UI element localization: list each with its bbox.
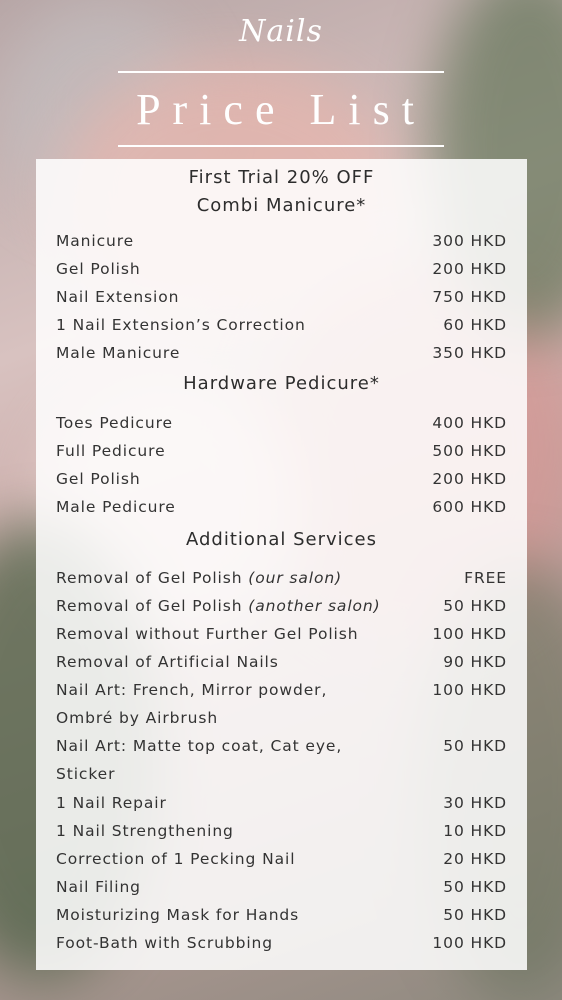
price-row xyxy=(56,817,507,845)
service-name: Nail Art: French, Mirror powder, Ombré by Airbrush xyxy=(56,681,328,727)
service-price: 400 HKD xyxy=(432,414,507,432)
service-name: Nail Filing xyxy=(56,878,141,896)
promo-heading: First Trial 20% OFF xyxy=(188,167,375,188)
price-row xyxy=(56,437,507,465)
price-card xyxy=(36,159,527,970)
service-price: 100 HKD xyxy=(432,625,507,643)
service-name xyxy=(56,592,381,620)
service-note: (another salon) xyxy=(248,597,381,615)
price-row xyxy=(56,227,507,255)
price-row xyxy=(56,845,507,873)
service-price: 50 HKD xyxy=(443,737,507,755)
price-row xyxy=(56,901,507,929)
service-name: Nail Extension xyxy=(56,288,180,306)
service-name: Manicure xyxy=(56,232,135,250)
service-name: Male Manicure xyxy=(56,344,181,362)
service-price: 350 HKD xyxy=(432,344,507,362)
service-name-text: Removal of Gel Polish xyxy=(56,597,243,615)
section-title-combi: Combi Manicure* xyxy=(196,195,367,216)
price-row xyxy=(56,493,507,521)
price-row xyxy=(56,465,507,493)
price-list xyxy=(56,159,507,970)
service-price: 50 HKD xyxy=(443,878,507,896)
service-price: 90 HKD xyxy=(443,653,507,671)
service-price: 50 HKD xyxy=(443,597,507,615)
service-price: 20 HKD xyxy=(443,850,507,868)
service-name: Gel Polish xyxy=(56,470,141,488)
price-row xyxy=(56,789,507,817)
price-row xyxy=(56,255,507,283)
service-price: 300 HKD xyxy=(432,232,507,250)
service-name: Foot-Bath with Scrubbing xyxy=(56,934,274,952)
service-name: Removal without Further Gel Polish xyxy=(56,625,359,643)
price-row xyxy=(56,409,507,437)
price-row xyxy=(56,648,507,676)
service-price: FREE xyxy=(464,569,507,587)
service-price: 50 HKD xyxy=(443,906,507,924)
script-title: Nails xyxy=(239,14,323,49)
page-title: Price List xyxy=(136,85,426,134)
price-row xyxy=(56,873,507,901)
service-price: 500 HKD xyxy=(432,442,507,460)
service-name: Full Pedicure xyxy=(56,442,166,460)
service-name-text: Removal of Gel Polish xyxy=(56,569,243,587)
price-row xyxy=(56,732,507,788)
service-name: Male Pedicure xyxy=(56,498,176,516)
service-price: 100 HKD xyxy=(432,681,507,699)
service-name: Removal of Artificial Nails xyxy=(56,653,279,671)
service-name: 1 Nail Extension’s Correction xyxy=(56,316,306,334)
price-row xyxy=(56,620,507,648)
price-row xyxy=(56,564,507,592)
service-name xyxy=(56,564,342,592)
price-row xyxy=(56,929,507,957)
service-price: 30 HKD xyxy=(443,794,507,812)
price-row xyxy=(56,283,507,311)
price-row xyxy=(56,339,507,367)
section-title-additional: Additional Services xyxy=(186,529,377,550)
service-price: 10 HKD xyxy=(443,822,507,840)
service-price: 200 HKD xyxy=(432,470,507,488)
service-name: Gel Polish xyxy=(56,260,141,278)
service-price: 200 HKD xyxy=(432,260,507,278)
title-divider-top xyxy=(118,71,444,73)
service-price: 600 HKD xyxy=(432,498,507,516)
service-note: (our salon) xyxy=(248,569,343,587)
service-name: 1 Nail Repair xyxy=(56,794,167,812)
service-price: 100 HKD xyxy=(432,934,507,952)
price-row xyxy=(56,676,507,732)
service-name: Moisturizing Mask for Hands xyxy=(56,906,300,924)
service-name: 1 Nail Strengthening xyxy=(56,822,234,840)
price-row xyxy=(56,311,507,339)
price-row xyxy=(56,592,507,620)
service-price: 750 HKD xyxy=(432,288,507,306)
service-name: Toes Pedicure xyxy=(56,414,173,432)
service-name: Correction of 1 Pecking Nail xyxy=(56,850,296,868)
service-price: 60 HKD xyxy=(443,316,507,334)
title-divider-bottom xyxy=(118,145,444,147)
section-title-hardware: Hardware Pedicure* xyxy=(183,373,380,394)
service-name: Nail Art: Matte top coat, Cat eye, Sticker xyxy=(56,737,343,783)
